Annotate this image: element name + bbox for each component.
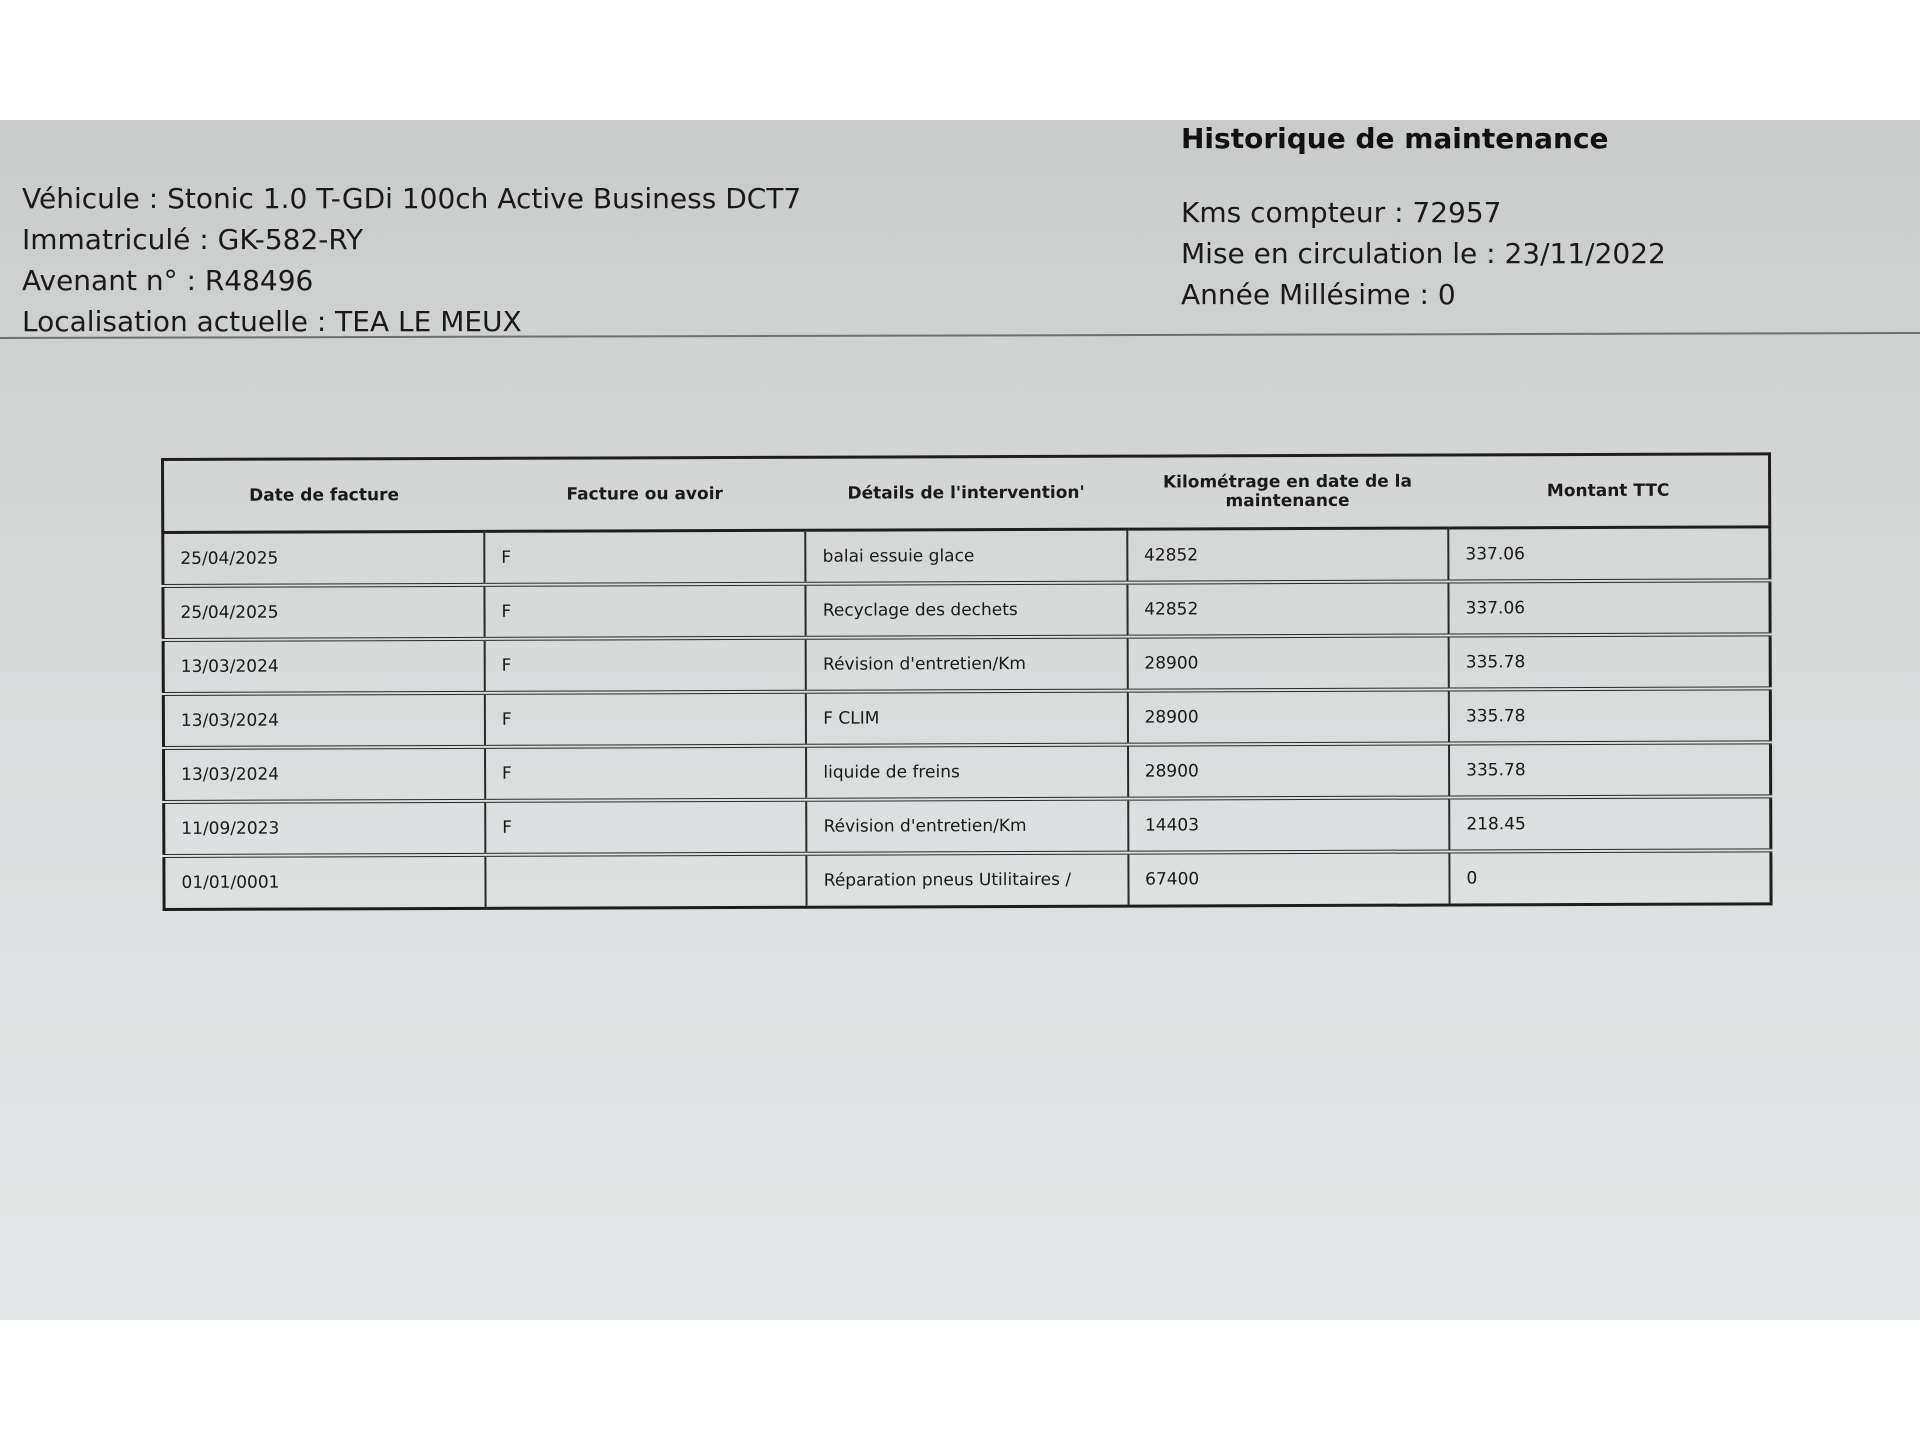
cell-amount: 335.78: [1449, 742, 1771, 797]
maintenance-table: [161, 452, 1773, 911]
table-row: [163, 688, 1770, 748]
column-header-date: Date de facture: [163, 458, 485, 532]
cell-mileage: 42852: [1127, 528, 1449, 583]
vehicle-model: Véhicule : Stonic 1.0 T-GDi 100ch Active Business DCT7: [22, 182, 802, 215]
cell-mileage: 67400: [1128, 852, 1450, 907]
maintenance-table-wrap: [161, 452, 1773, 911]
meter-info: [1181, 192, 1666, 315]
cell-details: Réparation pneus Utilitaires /: [807, 853, 1129, 908]
cell-details: Révision d'entretien/Km: [806, 637, 1128, 692]
cell-amount: 218.45: [1449, 796, 1771, 851]
vehicle-plate: Immatriculé : GK-582-RY: [22, 223, 364, 256]
cell-amount: 0: [1449, 850, 1771, 905]
cell-amount: 335.78: [1449, 634, 1771, 689]
cell-type: F: [484, 584, 806, 639]
vehicle-location: Localisation actuelle : TEA LE MEUX: [22, 305, 522, 338]
table-row: [163, 580, 1770, 640]
screen-photo: [0, 120, 1920, 1320]
page-title: Historique de maintenance: [1181, 122, 1609, 155]
table-row: [164, 850, 1771, 909]
vehicle-info: [22, 178, 801, 342]
cell-details: balai essuie glace: [806, 529, 1128, 584]
cell-mileage: 28900: [1127, 690, 1449, 745]
cell-mileage: 42852: [1127, 582, 1449, 637]
table-header-row: [163, 454, 1770, 533]
cell-date: 01/01/0001: [164, 855, 486, 910]
cell-amount: 337.06: [1449, 580, 1771, 635]
cell-amount: 337.06: [1448, 527, 1770, 582]
cell-type: F: [484, 530, 806, 585]
cell-type: F: [485, 800, 807, 855]
cell-type: [485, 854, 807, 909]
cell-details: liquide de freins: [806, 745, 1128, 800]
odometer: Kms compteur : 72957: [1181, 196, 1502, 229]
cell-type: F: [485, 638, 807, 693]
table-row: [163, 634, 1770, 694]
registration-date: Mise en circulation le : 23/11/2022: [1181, 237, 1666, 270]
model-year: Année Millésime : 0: [1181, 278, 1456, 311]
column-header-details: Détails de l'intervention': [805, 456, 1127, 530]
cell-date: 25/04/2025: [163, 585, 485, 640]
cell-date: 25/04/2025: [163, 531, 485, 586]
column-header-mileage: Kilométrage en date de la maintenance: [1127, 455, 1449, 529]
cell-date: 11/09/2023: [164, 801, 486, 856]
cell-details: Recyclage des dechets: [806, 583, 1128, 638]
cell-type: F: [485, 746, 807, 801]
table-row: [164, 796, 1771, 856]
cell-mileage: 28900: [1128, 744, 1450, 799]
cell-date: 13/03/2024: [163, 693, 485, 748]
cell-amount: 335.78: [1449, 688, 1771, 743]
table-row: [164, 742, 1771, 802]
cell-date: 13/03/2024: [164, 747, 486, 802]
table-row: [163, 527, 1770, 586]
vehicle-avenant: Avenant n° : R48496: [22, 264, 314, 297]
cell-details: F CLIM: [806, 691, 1128, 746]
column-header-type: Facture ou avoir: [484, 457, 806, 531]
column-header-amount: Montant TTC: [1448, 454, 1770, 528]
cell-date: 13/03/2024: [163, 639, 485, 694]
cell-details: Révision d'entretien/Km: [806, 799, 1128, 854]
cell-type: F: [485, 692, 807, 747]
cell-mileage: 28900: [1127, 636, 1449, 691]
cell-mileage: 14403: [1128, 798, 1450, 853]
